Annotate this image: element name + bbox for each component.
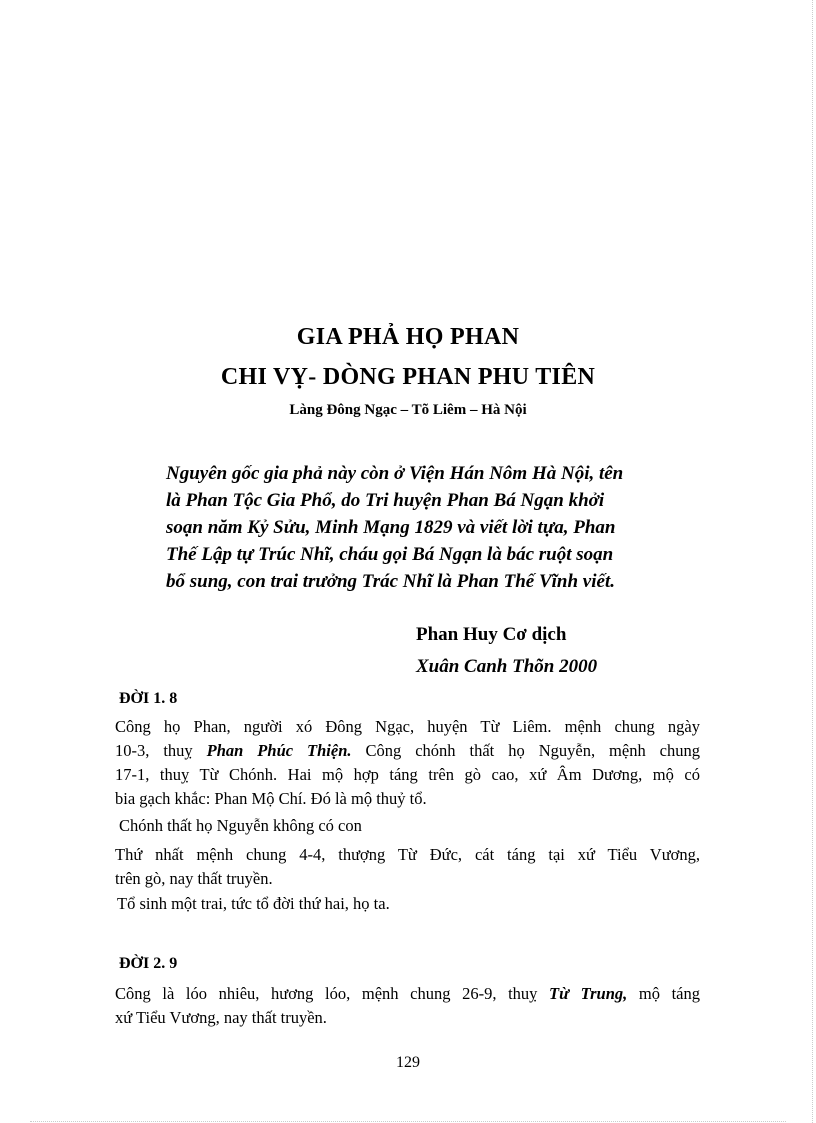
text-line: 17-1, thuỵ Từ Chónh. Hai mộ hợp táng trên gò cao, xứ Âm Dương, mộ có	[115, 765, 700, 784]
text-line: xứ Tiểu Vương, nay thất truyền.	[115, 1008, 327, 1027]
section1-paragraph1	[115, 715, 700, 811]
page-border-bottom	[30, 1121, 786, 1122]
text-line: Công họ Phan, người xó Đông Ngạc, huyện Từ Liêm. mệnh chung ngày	[115, 717, 700, 736]
section1-paragraph2: Chónh thất họ Nguyễn không có con	[119, 816, 362, 835]
text-line: bia gạch khắc: Phan Mộ Chí. Đó là mộ thuỷ tổ.	[115, 789, 427, 808]
page-border-right	[812, 0, 813, 1123]
section-heading-gen2: ĐỜI 2. 9	[119, 955, 178, 972]
intro-paragraph	[166, 460, 703, 595]
text-line: Thứ nhất mệnh chung 4-4, thượng Từ Đức, cát táng tại xứ Tiểu Vương,	[115, 845, 700, 864]
document-subtitle: CHI VỴ- DÒNG PHAN PHU TIÊN	[220, 364, 596, 390]
posthumous-name: Từ Trung,	[549, 984, 628, 1003]
section-heading-gen1: ĐỜI 1. 8	[119, 690, 178, 707]
intro-line: bổ sung, con trai trưởng Trác Nhĩ là Phan Thế Vĩnh viết.	[166, 571, 615, 592]
document-title: GIA PHẢ HỌ PHAN	[296, 324, 520, 350]
intro-line: là Phan Tộc Gia Phổ, do Tri huyện Phan Bá Ngạn khởi	[166, 490, 605, 511]
intro-line: soạn năm Kỷ Sửu, Minh Mạng 1829 và viết lời tựa, Phan	[166, 517, 616, 538]
section1-paragraph4: Tổ sinh một trai, tức tổ đời thứ hai, họ ta.	[117, 894, 390, 913]
translator-credit: Phan Huy Cơ dịch	[416, 624, 567, 645]
location-line: Làng Đông Ngạc – Tõ Liêm – Hà Nội	[289, 402, 527, 418]
text-run: 10-3, thuỵ	[115, 741, 207, 760]
text-line	[115, 739, 700, 763]
intro-line: Nguyên gốc gia phả này còn ở Viện Hán Nôm Hà Nội, tên	[166, 463, 624, 484]
page-number: 129	[396, 1054, 420, 1071]
text-run: mộ táng	[627, 984, 700, 1003]
intro-line: Thế Lập tự Trúc Nhĩ, cháu gọi Bá Ngạn là bác ruột soạn	[166, 544, 614, 565]
translation-date: Xuân Canh Thõn 2000	[416, 656, 598, 677]
text-run: Công chónh thất họ Nguyễn, mệnh chung	[351, 741, 700, 760]
text-line: trên gò, nay thất truyền.	[115, 869, 273, 888]
section1-paragraph3	[115, 843, 700, 891]
section2-paragraph1	[115, 982, 700, 1030]
text-line	[115, 982, 700, 1006]
posthumous-name: Phan Phúc Thiện.	[206, 741, 352, 760]
text-run: Công là lóo nhiêu, hương lóo, mệnh chung 26-9, thuỵ	[115, 984, 550, 1003]
